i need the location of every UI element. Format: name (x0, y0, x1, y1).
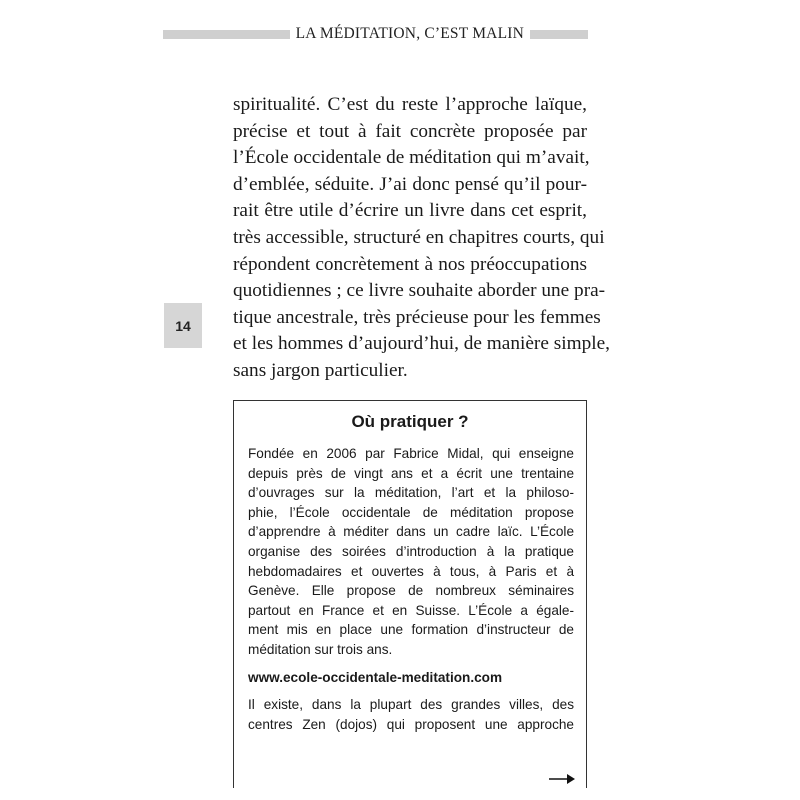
header-bar-right (530, 30, 588, 39)
box-line: Genève. Elle propose de nombreux séminaires (248, 583, 574, 599)
body-line: tique ancestrale, très précieuse pour les femmes (233, 306, 601, 328)
box-line: Il existe, dans la plupart des grandes villes, des (248, 697, 574, 713)
body-paragraph (233, 92, 610, 385)
box-line: d’ouvrages sur la méditation, l’art et la philoso- (248, 485, 574, 501)
box-line: hebdomadaires et ouvertes à tous, à Paris et à (248, 563, 574, 579)
box-line: partout en France et en Suisse. L’École a égale- (248, 602, 574, 618)
page-number: 14 (175, 317, 191, 334)
body-line: très accessible, structuré en chapitres courts, qui (233, 226, 605, 248)
body-line: répondent concrètement à nos préoccupations (233, 253, 587, 275)
body-line: rait être utile d’écrire un livre dans cet esprit, (233, 200, 587, 222)
box-title: Où pratiquer ? (351, 412, 469, 431)
running-header-title: LA MÉDITATION, C’EST MALIN (295, 25, 524, 42)
sidebar-box (233, 400, 587, 788)
box-line: Fondée en 2006 par Fabrice Midal, qui enseigne (248, 446, 574, 461)
body-line: précise et tout à fait concrète proposée par (233, 120, 587, 142)
body-line: quotidiennes ; ce livre souhaite aborder une pra- (233, 280, 606, 302)
header-bar-left (163, 30, 290, 39)
body-line: d’emblée, séduite. J’ai donc pensé qu’il pour- (233, 173, 587, 195)
box-body (248, 444, 574, 734)
box-line: méditation sur trois ans. (248, 641, 393, 657)
body-line: et les hommes d’aujourd’hui, de manière simple, (233, 333, 610, 355)
page-number-tab (164, 303, 202, 348)
box-line: organise des soirées d’introduction à la pratique (248, 543, 574, 559)
body-line: spiritualité. C’est du reste l’approche laïque, (233, 94, 587, 115)
box-line: centres Zen (dojos) qui proposent une approche (248, 716, 574, 732)
box-line: depuis près de vingt ans et a écrit une trentaine (248, 465, 574, 481)
body-line: sans jargon particulier. (233, 359, 408, 381)
box-line: d’apprendre à méditer dans un cadre laïc. L’École (248, 524, 574, 540)
box-line: ment mis en place une formation d’instructeur de (248, 622, 574, 638)
body-line: l’École occidentale de méditation qui m’avait, (233, 147, 590, 169)
running-header (163, 22, 588, 46)
arrow-right-icon (549, 772, 575, 786)
box-line: phie, l’École occidentale de méditation propose (248, 504, 574, 520)
website-url: www.ecole-occidentale-meditation.com (248, 669, 503, 685)
